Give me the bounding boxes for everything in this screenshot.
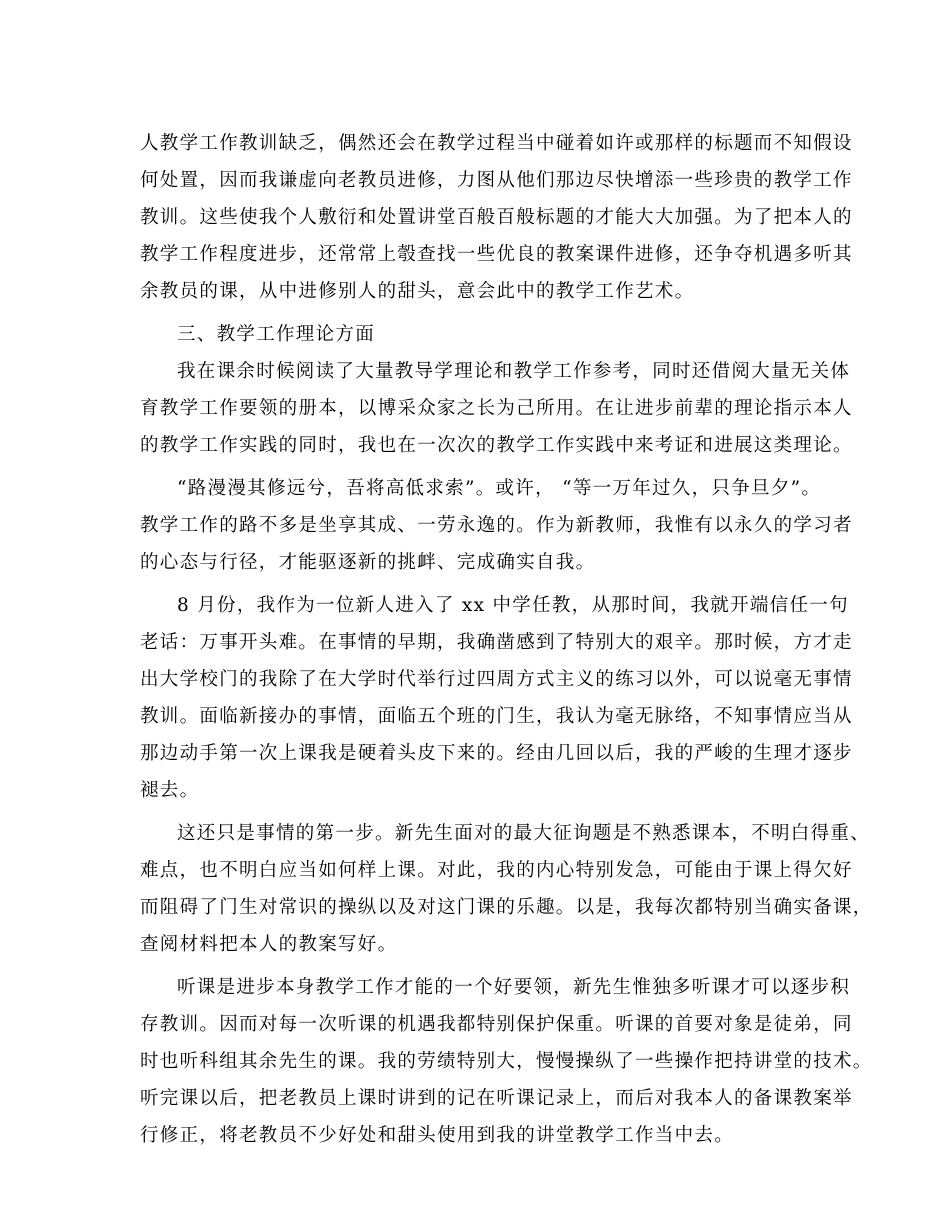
paragraph-4 xyxy=(140,587,853,809)
text-line: 教训。这些使我个人敷衍和处置讲堂百般百般标题的才能大大加强。为了把本人的 xyxy=(140,207,853,228)
text-line: 教训。面临新接办的事情，面临五个班的门生，我认为毫无脉络，不知事情应当从 xyxy=(140,706,853,727)
text-line: 而阻碍了门生对常识的操纵以及对这门课的乐趣。以是，我每次都特别当确实备课， xyxy=(140,897,873,918)
text-line: 查阅材料把本人的教案写好。 xyxy=(140,934,398,955)
text-line: 存教训。因而对每一次听课的机遇我都特别保护保重。听课的首要对象是徒弟，同 xyxy=(140,1014,853,1035)
text-line: 那边动手第一次上课我是硬着头皮下来的。经由几回以后，我的严峻的生理才逐步 xyxy=(140,743,853,764)
text-line: 何处置，因而我谦虚向老教员进修，力图从他们那边尽快增添一些珍贵的教学工作 xyxy=(140,170,853,191)
text-line: 人教学工作教训缺乏，偶然还会在教学过程当中碰着如许或那样的标题而不知假设 xyxy=(140,133,853,154)
text-line: 听完课以后，把老教员上课时讲到的记在听课记录上，而后对我本人的备课教案举 xyxy=(140,1088,853,1109)
text-line: 的心态与行径，才能驱逐新的挑衅、完成确实自我。 xyxy=(140,552,596,573)
document-page xyxy=(140,125,873,1160)
text-line: 教学工作的路不多是坐享其成、一劳永逸的。作为新教师，我惟有以永久的学习者 xyxy=(140,515,853,536)
text-line: 时也听科组其余先生的课。我的劳绩特别大，慢慢操纵了一些操作把持讲堂的技术。 xyxy=(140,1051,873,1072)
text-line: 褪去。 xyxy=(140,780,200,801)
text-line: 育教学工作要领的册本，以博采众家之长为己所用。在让进步前辈的理论指示本人 xyxy=(140,398,853,419)
text-line: 这还只是事情的第一步。新先生面对的最大征询题是不熟悉课本，不明白得重、 xyxy=(177,823,871,844)
paragraph-5 xyxy=(140,815,873,963)
text-line: 老话：万事开头难。在事情的早期，我确凿感到了特别大的艰辛。那时候，方才走 xyxy=(140,632,853,653)
text-line: 8 月份，我作为一位新人进入了 xx 中学任教，从那时间，我就开端信任一句 xyxy=(177,595,849,616)
paragraph-2 xyxy=(140,353,853,464)
text-line: 余教员的课，从中进修别人的甜头，意会此中的教学工作艺术。 xyxy=(140,281,695,302)
paragraph-1 xyxy=(140,125,853,310)
section-heading xyxy=(140,316,816,353)
text-line: 我在课余时候阅读了大量教导学理论和教学工作参考，同时还借阅大量无关体 xyxy=(177,361,851,382)
text-line: 行修正，将老教员不少好处和甜头使用到我的讲堂教学工作当中去。 xyxy=(140,1125,735,1146)
paragraph-6 xyxy=(140,969,873,1154)
text-line: 的教学工作实践的同时，我也在一次次的教学工作实践中来考证和进展这类理论。 xyxy=(140,435,853,456)
text-line: 出大学校门的我除了在大学时代举行过四周方式主义的练习以外，可以说毫无事情 xyxy=(140,669,853,690)
text-line: 听课是进步本身教学工作才能的一个好要领，新先生惟独多听课才可以逐步积 xyxy=(177,977,851,998)
text-line: 教学工作程度进步，还常常上彀查找一些优良的教案课件进修，还争夺机遇多听其 xyxy=(140,244,853,265)
heading-text: 三、教学工作理论方面 xyxy=(177,324,376,345)
text-line: “路漫漫其修远兮，吾将高低求索”。或许， “等一万年过久，只争旦夕”。 xyxy=(177,478,822,499)
text-line: 难点，也不明白应当如何样上课。对此，我的内心特别发急，可能由于课上得欠好 xyxy=(140,860,853,881)
paragraph-3 xyxy=(140,470,853,581)
